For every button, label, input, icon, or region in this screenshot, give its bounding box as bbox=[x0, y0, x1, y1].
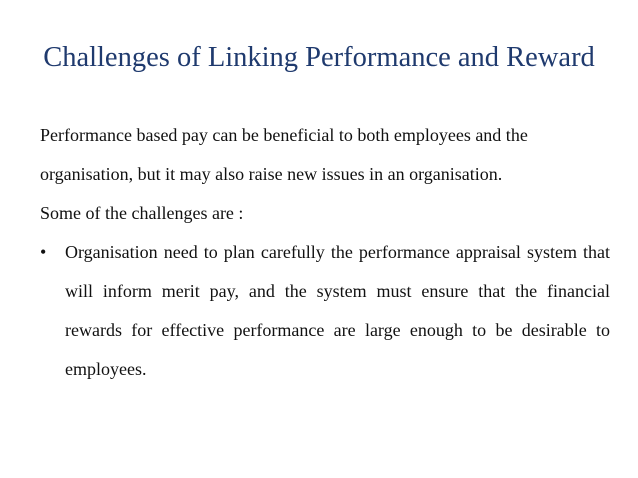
intro-line-3: Some of the challenges are : bbox=[40, 203, 244, 223]
bullet-text: Organisation need to plan carefully the performance appraisal system that will inform merit pay, and the system must ensure that the financial rewards for effective performance are large enough to be desirable to employees. bbox=[65, 242, 610, 379]
slide-title: Challenges of Linking Performance and Reward bbox=[43, 42, 595, 73]
bullet-icon: • bbox=[40, 242, 47, 262]
intro-line-2: organisation, but it may also raise new issues in an organisation. bbox=[40, 164, 503, 184]
bullet-item bbox=[40, 233, 610, 389]
slide-body bbox=[40, 116, 610, 389]
intro-line-1: Performance based pay can be beneficial to both employees and the bbox=[40, 125, 528, 145]
